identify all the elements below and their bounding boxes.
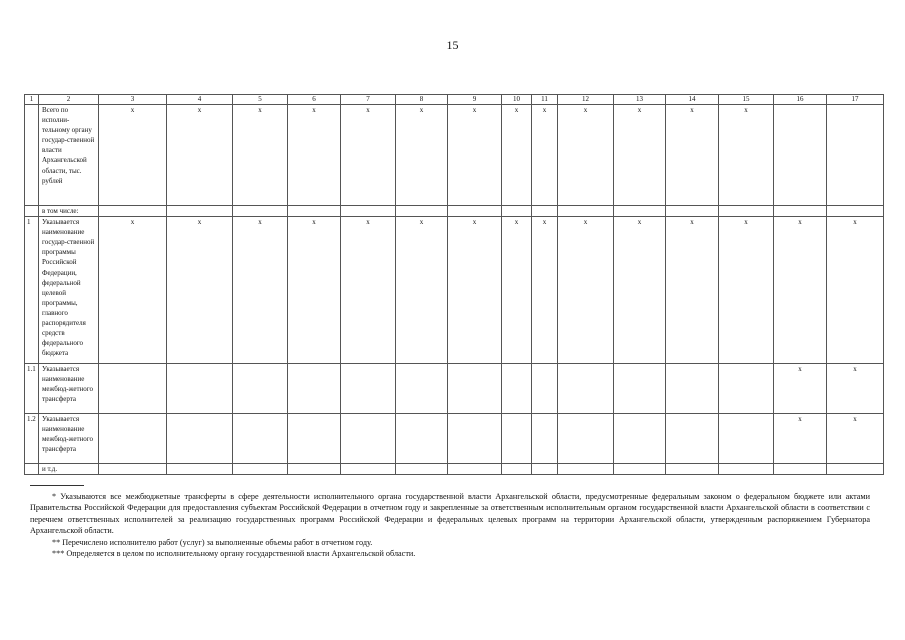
row-name-cell: Указывается наименование межбюд-жетного трансферта <box>39 364 99 414</box>
data-cell: х <box>774 364 827 414</box>
column-number-cell: 2 <box>39 95 99 105</box>
data-cell: х <box>719 105 774 206</box>
column-number-cell: 9 <box>448 95 502 105</box>
data-cell <box>666 464 719 475</box>
data-cell <box>448 414 502 464</box>
table-row <box>25 414 884 464</box>
data-cell <box>448 206 502 217</box>
data-cell: х <box>396 105 448 206</box>
data-cell <box>396 206 448 217</box>
row-number-cell: 1 <box>25 217 39 364</box>
data-cell <box>502 206 532 217</box>
column-number-cell: 10 <box>502 95 532 105</box>
column-number-cell: 3 <box>99 95 167 105</box>
data-cell: х <box>774 414 827 464</box>
table-row <box>25 206 884 217</box>
data-cell <box>167 364 233 414</box>
data-cell <box>288 364 341 414</box>
data-cell: х <box>532 105 558 206</box>
footnote-divider <box>30 485 84 486</box>
data-cell: х <box>827 414 884 464</box>
column-number-cell: 15 <box>719 95 774 105</box>
column-number-cell: 16 <box>774 95 827 105</box>
data-cell <box>448 364 502 414</box>
data-cell <box>233 206 288 217</box>
data-cell: х <box>99 217 167 364</box>
data-cell <box>341 206 396 217</box>
data-cell <box>614 464 666 475</box>
table-row <box>25 105 884 206</box>
data-cell <box>99 464 167 475</box>
row-number-cell <box>25 105 39 206</box>
data-cell <box>666 414 719 464</box>
data-cell <box>233 464 288 475</box>
column-number-cell: 17 <box>827 95 884 105</box>
data-cell: х <box>827 217 884 364</box>
row-name-cell: в том числе: <box>39 206 99 217</box>
data-cell: х <box>719 217 774 364</box>
data-cell <box>558 464 614 475</box>
data-cell: х <box>99 105 167 206</box>
column-number-cell: 6 <box>288 95 341 105</box>
data-cell: х <box>502 105 532 206</box>
data-cell: х <box>396 217 448 364</box>
data-cell <box>99 206 167 217</box>
data-cell: х <box>614 105 666 206</box>
data-cell <box>666 364 719 414</box>
footnotes <box>30 491 870 559</box>
column-number-cell: 11 <box>532 95 558 105</box>
data-cell <box>341 464 396 475</box>
data-cell <box>614 414 666 464</box>
data-cell <box>532 414 558 464</box>
page-number: 15 <box>446 38 459 52</box>
data-cell: х <box>288 105 341 206</box>
data-cell: х <box>167 105 233 206</box>
data-cell: х <box>614 217 666 364</box>
column-number-cell: 14 <box>666 95 719 105</box>
table-row <box>25 364 884 414</box>
footnote-2: ** Перечислено исполнителю работ (услуг) за выполненные объемы работ в отчетном году. <box>52 537 373 547</box>
data-cell: х <box>666 105 719 206</box>
footnote-1: * Указываются все межбюджетные трансферты в сфере деятельности исполнительного органа государственной власти Архангельской области, предусмотренные федеральным законом о федеральном бюджете или актами Правительства Российской Федерации для предоставления субъектам Российской Федерации в отчетном году и закрепленные за ответственным исполнительным органом государственной власти Архангельской области в соответствии с перечнем ответственных исполнителей за реализацию государственных программ Российской Федерации и федеральных целевых программ на территории Архангельской области, утвержденным распоряжением Губернатора Архангельской области. <box>30 492 870 536</box>
column-number-cell: 8 <box>396 95 448 105</box>
data-cell <box>233 414 288 464</box>
data-cell <box>558 364 614 414</box>
data-cell <box>288 464 341 475</box>
data-cell: х <box>502 217 532 364</box>
row-name-cell: и т.д. <box>39 464 99 475</box>
data-cell <box>288 414 341 464</box>
data-cell <box>719 364 774 414</box>
data-cell <box>167 206 233 217</box>
data-cell <box>288 206 341 217</box>
footnote-3: *** Определяется в целом по исполнительному органу государственной власти Архангельской области. <box>52 549 416 559</box>
table-row <box>25 464 884 475</box>
data-cell <box>719 414 774 464</box>
data-cell <box>396 464 448 475</box>
data-cell <box>614 206 666 217</box>
data-cell <box>558 206 614 217</box>
data-cell <box>502 364 532 414</box>
column-number-cell: 7 <box>341 95 396 105</box>
column-number-cell: 13 <box>614 95 666 105</box>
row-number-cell <box>25 206 39 217</box>
data-cell: х <box>666 217 719 364</box>
data-cell <box>774 105 827 206</box>
data-cell <box>827 206 884 217</box>
data-cell <box>341 414 396 464</box>
data-cell <box>532 206 558 217</box>
data-cell <box>396 414 448 464</box>
row-name-cell: Указывается наименование межбюд-жетного трансферта <box>39 414 99 464</box>
data-cell: х <box>341 217 396 364</box>
data-cell <box>502 414 532 464</box>
row-number-cell: 1.2 <box>25 414 39 464</box>
data-cell <box>233 364 288 414</box>
data-cell <box>774 206 827 217</box>
data-cell <box>99 364 167 414</box>
table-row <box>25 217 884 364</box>
data-cell <box>448 464 502 475</box>
data-cell <box>666 206 719 217</box>
data-cell <box>396 364 448 414</box>
row-number-cell: 1.1 <box>25 364 39 414</box>
data-cell <box>341 364 396 414</box>
table-header-row <box>25 95 884 105</box>
row-name-cell: Всего по исполни-тельному органу государ-ственной власти Архангельской области, тыс. рублей <box>39 105 99 206</box>
data-cell: х <box>167 217 233 364</box>
data-cell: х <box>341 105 396 206</box>
data-cell: х <box>288 217 341 364</box>
data-cell: х <box>233 217 288 364</box>
data-cell <box>614 364 666 414</box>
row-name-cell: Указывается наименование государ-ственной программы Российской Федерации, федеральной целевой программы, главного распорядителя средств федерального бюджета <box>39 217 99 364</box>
data-cell: х <box>774 217 827 364</box>
data-cell <box>167 464 233 475</box>
data-cell <box>532 364 558 414</box>
data-cell <box>558 414 614 464</box>
data-cell <box>827 105 884 206</box>
data-cell <box>774 464 827 475</box>
column-number-cell: 4 <box>167 95 233 105</box>
column-number-cell: 1 <box>25 95 39 105</box>
column-number-cell: 12 <box>558 95 614 105</box>
data-cell: х <box>233 105 288 206</box>
data-cell: х <box>532 217 558 364</box>
data-cell <box>719 206 774 217</box>
data-cell <box>827 464 884 475</box>
data-cell: х <box>827 364 884 414</box>
transfers-table <box>24 94 884 475</box>
data-cell: х <box>558 105 614 206</box>
data-cell: х <box>448 217 502 364</box>
data-cell <box>719 464 774 475</box>
column-number-cell: 5 <box>233 95 288 105</box>
data-cell: х <box>448 105 502 206</box>
data-cell <box>502 464 532 475</box>
data-cell <box>99 414 167 464</box>
data-cell: х <box>558 217 614 364</box>
data-cell <box>532 464 558 475</box>
data-cell <box>167 414 233 464</box>
row-number-cell <box>25 464 39 475</box>
